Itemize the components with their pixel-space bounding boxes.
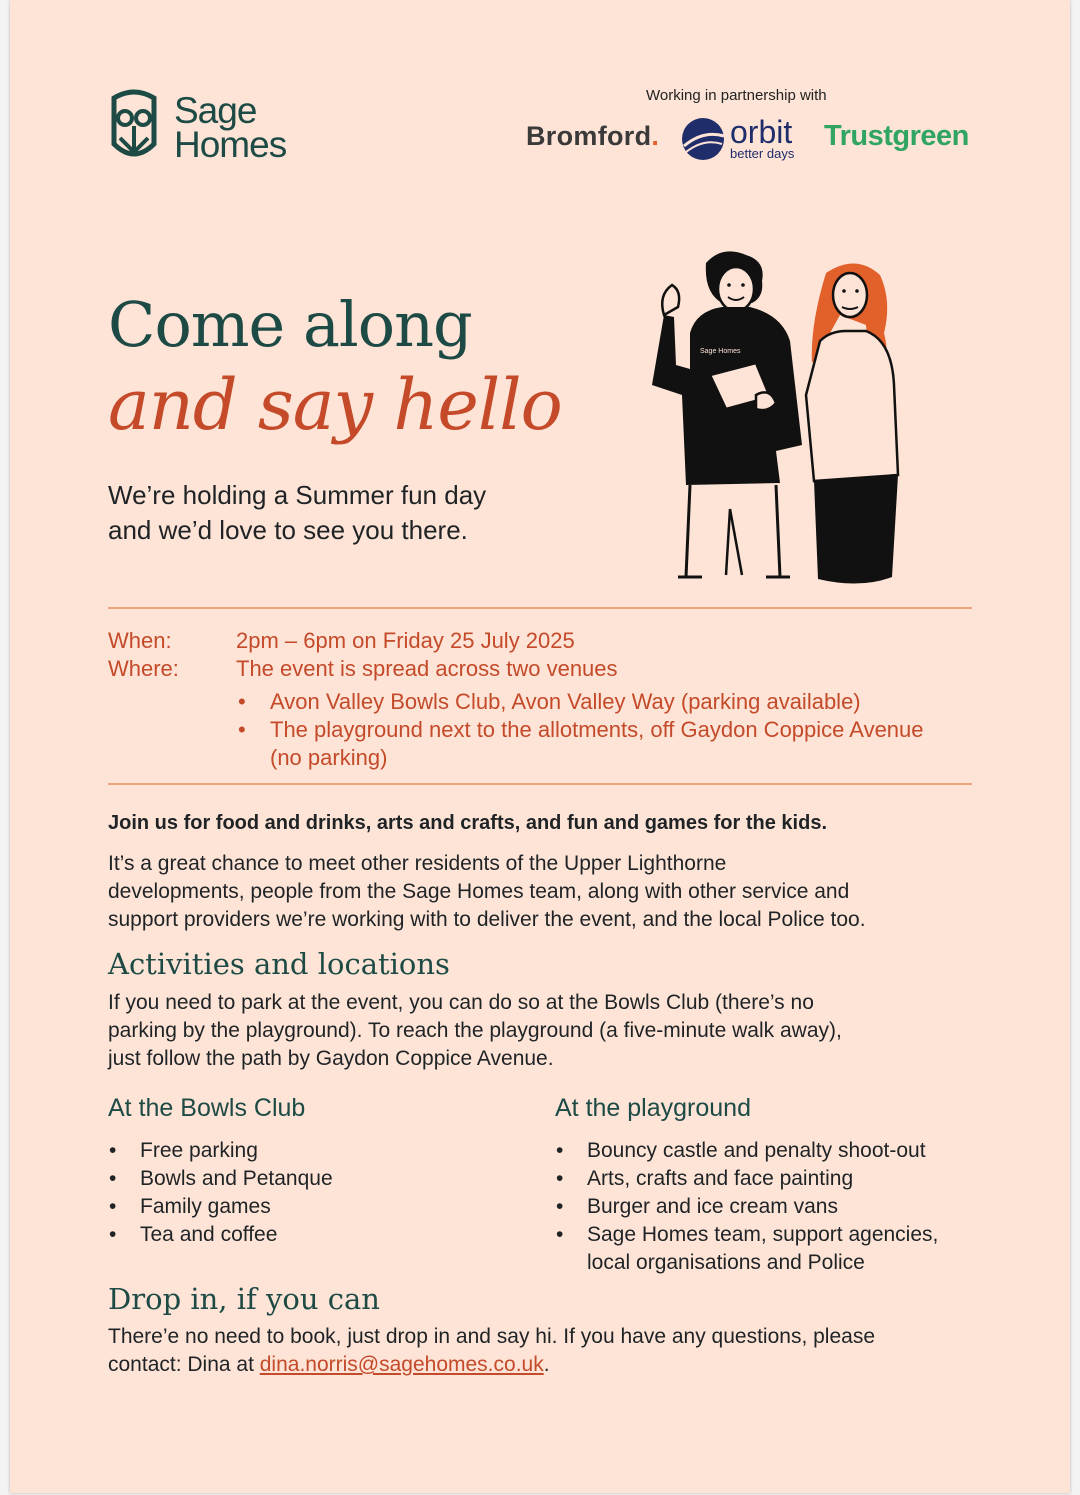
venue-list — [236, 688, 936, 772]
woman-figure-icon — [806, 263, 898, 583]
contact-line — [108, 1351, 988, 1379]
list-item: • Bouncy castle and penalty shoot-out — [555, 1137, 975, 1165]
when-value: 2pm – 6pm on Friday 25 July 2025 — [236, 628, 575, 653]
sage-homes-logo-text — [174, 90, 287, 165]
playground-heading: At the playground — [555, 1094, 751, 1122]
hero-heading-line2: and say hello — [108, 364, 562, 446]
drop-in-heading: Drop in, if you can — [108, 1282, 380, 1316]
activities-heading: Activities and locations — [108, 947, 450, 981]
hero-intro — [108, 478, 568, 548]
logo-line2: Homes — [174, 124, 287, 165]
when-label: When: — [108, 628, 172, 653]
logo-line1: Sage — [174, 90, 257, 131]
owl-logo-icon — [106, 86, 162, 164]
bromford-dot: . — [651, 121, 660, 151]
man-figure-icon — [652, 251, 802, 577]
hero-heading-line1: Come along — [108, 288, 472, 361]
bowls-club-list — [108, 1137, 528, 1249]
para-line: parking by the playground). To reach the playground (a five-minute walk away), — [108, 1019, 842, 1042]
bromford-text: Bromford — [526, 121, 652, 151]
list-item: • Burger and ice cream vans — [555, 1193, 975, 1221]
badge-text: Sage Homes — [700, 348, 741, 355]
para-line: There’e no need to book, just drop in and say hi. If you have any questions, please — [108, 1325, 876, 1348]
list-item: • Bowls and Petanque — [108, 1165, 528, 1193]
venue-item: • The playground next to the allotments, off Gaydon Coppice Avenue (no parking) — [236, 716, 936, 772]
intro-line1: We’re holding a Summer fun day — [108, 480, 487, 510]
intro-line2: and we’d love to see you there. — [108, 515, 468, 545]
where-label: Where: — [108, 656, 179, 681]
where-value: The event is spread across two venues — [236, 656, 618, 681]
orbit-logo-text: orbit — [730, 114, 793, 150]
parking-paragraph — [108, 989, 988, 1073]
list-item: • Family games — [108, 1193, 528, 1221]
list-item: • Tea and coffee — [108, 1221, 528, 1249]
bowls-club-heading: At the Bowls Club — [108, 1094, 306, 1122]
para-line: support providers we’re working with to deliver the event, and the local Police too. — [108, 908, 866, 931]
divider-bottom — [108, 783, 972, 785]
trustgreen-logo: Trustgreen — [824, 120, 969, 152]
contact-suffix: . — [543, 1353, 550, 1376]
para-line: just follow the path by Gaydon Coppice Avenue. — [108, 1047, 554, 1070]
bromford-logo — [526, 121, 659, 152]
flyer-page — [10, 0, 1070, 1493]
list-item: • Sage Homes team, support agencies, local organisations and Police — [555, 1221, 975, 1277]
contact-prefix: contact: Dina at — [108, 1353, 260, 1376]
drop-in-paragraph — [108, 1323, 988, 1379]
people-illustration — [630, 245, 920, 595]
list-item: • Arts, crafts and face painting — [555, 1165, 975, 1193]
divider-top — [108, 607, 972, 609]
para-line: It’s a great chance to meet other residents of the Upper Lighthorne — [108, 852, 727, 875]
residents-paragraph — [108, 850, 988, 934]
orbit-globe-icon — [680, 116, 726, 162]
partners-label: Working in partnership with — [646, 87, 827, 104]
orbit-tagline: better days — [730, 146, 795, 161]
playground-list — [555, 1137, 975, 1277]
para-line: If you need to park at the event, you can do so at the Bowls Club (there’s no — [108, 991, 814, 1014]
intro-bold-text: Join us for food and drinks, arts and crafts, and fun and games for the kids. — [108, 812, 827, 834]
list-item: • Free parking — [108, 1137, 528, 1165]
email-link[interactable]: dina.norris@sagehomes.co.uk — [259, 1353, 544, 1376]
para-line: developments, people from the Sage Homes team, along with other service and — [108, 880, 850, 903]
venue-item: • Avon Valley Bowls Club, Avon Valley Way (parking available) — [236, 688, 936, 716]
